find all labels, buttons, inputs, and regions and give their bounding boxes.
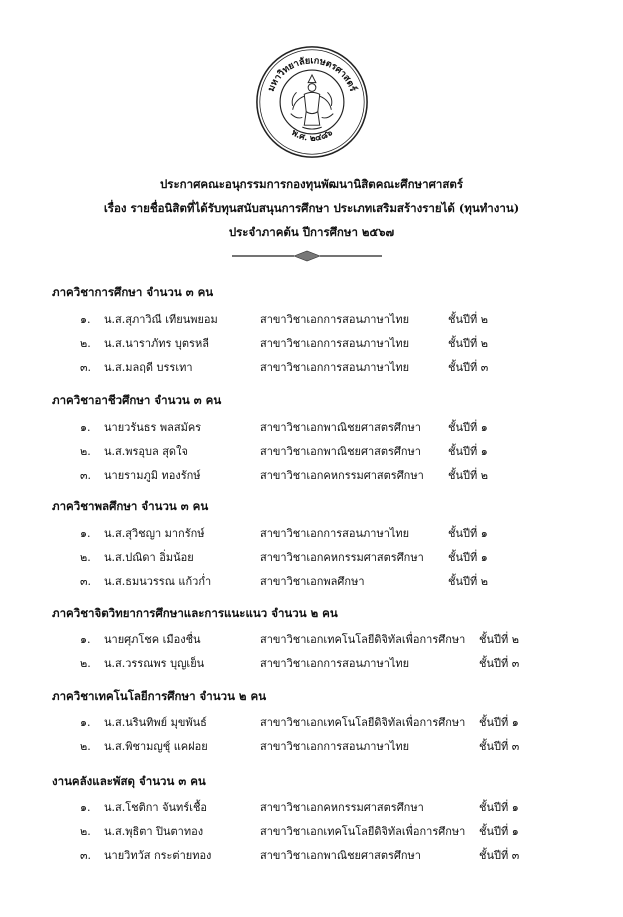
item-number: ๑. (80, 313, 91, 326)
student-name: นายศุภโชค เมืองชื่น (104, 633, 201, 646)
list-item (0, 310, 623, 330)
kasetsart-seal-emblem (254, 44, 370, 160)
list-item (0, 713, 623, 733)
student-year: ชั้นปีที่ ๓ (448, 361, 489, 374)
section-title: ภาควิชาอาชีวศึกษา จำนวน ๓ คน (52, 393, 222, 407)
section-title: ภาควิชาพลศึกษา จำนวน ๓ คน (52, 499, 209, 513)
item-number: ๒. (80, 825, 91, 838)
student-year: ชั้นปีที่ ๑ (479, 801, 519, 814)
student-major: สาขาวิชาเอกการสอนภาษาไทย (260, 657, 410, 670)
list-item (0, 798, 623, 818)
item-number: ๒. (80, 657, 91, 670)
seal-year-text: พ.ศ. ๒๔๘๖ (289, 127, 335, 144)
student-name: น.ส.มลฤดี บรรเทา (104, 361, 193, 374)
item-number: ๑. (80, 421, 91, 434)
section-title: ภาควิชาเทคโนโลยีการศึกษา จำนวน ๒ คน (52, 689, 267, 703)
student-major: สาขาวิชาเอกพาณิชยศาสตรศึกษา (260, 849, 421, 862)
item-number: ๒. (80, 740, 91, 753)
item-number: ๓. (80, 575, 92, 588)
student-name: น.ส.ธมนวรรณ แก้วก่ำ (104, 575, 212, 588)
student-year: ชั้นปีที่ ๒ (448, 575, 488, 588)
student-major: สาขาวิชาเอกพาณิชยศาสตรศึกษา (260, 445, 421, 458)
seal-arc-text: มหาวิทยาลัยเกษตรศาสตร์ (265, 55, 359, 94)
item-number: ๓. (80, 361, 92, 374)
student-year: ชั้นปีที่ ๒ (479, 633, 519, 646)
item-number: ๓. (80, 849, 92, 862)
item-number: ๑. (80, 801, 91, 814)
item-number: ๑. (80, 716, 91, 729)
student-major: สาขาวิชาเอกพาณิชยศาสตรศึกษา (260, 421, 421, 434)
announcement-title: ประกาศคณะอนุกรรมการกองทุนพัฒนานิสิตคณะศึกษาศาสตร์ (160, 177, 463, 191)
student-major: สาขาวิชาเอกคหกรรมศาสตรศึกษา (260, 469, 424, 482)
student-name: น.ส.วรรณพร บุญเย็น (104, 657, 205, 670)
student-major: สาขาวิชาเอกการสอนภาษาไทย (260, 740, 410, 753)
student-year: ชั้นปีที่ ๒ (448, 337, 488, 350)
section-title: ภาควิชาการศึกษา จำนวน ๓ คน (52, 285, 214, 299)
student-year: ชั้นปีที่ ๓ (479, 657, 520, 670)
student-name: น.ส.โชติกา จันทร์เชื้อ (104, 801, 208, 814)
student-year: ชั้นปีที่ ๓ (479, 740, 520, 753)
list-item (0, 442, 623, 462)
student-major: สาขาวิชาเอกเทคโนโลยีดิจิทัลเพื่อการศึกษา (260, 633, 466, 646)
student-major: สาขาวิชาเอกคหกรรมศาสตรศึกษา (260, 551, 424, 564)
student-name: น.ส.พรอุบล สุดใจ (104, 445, 188, 458)
student-major: สาขาวิชาเอกเทคโนโลยีดิจิทัลเพื่อการศึกษา (260, 825, 466, 838)
list-item (0, 524, 623, 544)
item-number: ๒. (80, 551, 91, 564)
list-item (0, 630, 623, 650)
item-number: ๓. (80, 469, 92, 482)
list-item (0, 846, 623, 866)
student-name: น.ส.สุวิชญา มากรักษ์ (104, 527, 205, 540)
list-item (0, 822, 623, 842)
student-year: ชั้นปีที่ ๒ (448, 469, 488, 482)
section-title: งานคลังและพัสดุ จำนวน ๓ คน (52, 774, 206, 788)
student-year: ชั้นปีที่ ๑ (448, 551, 488, 564)
announcement-term: ประจำภาคต้น ปีการศึกษา ๒๕๖๗ (228, 225, 395, 239)
student-year: ชั้นปีที่ ๑ (448, 421, 488, 434)
list-item (0, 334, 623, 354)
student-name: นายวรันธร พลสมัคร (104, 421, 202, 434)
student-year: ชั้นปีที่ ๒ (448, 313, 488, 326)
student-year: ชั้นปีที่ ๑ (448, 527, 488, 540)
student-name: น.ส.พุธิตา ปินตาทอง (104, 825, 204, 838)
svg-text:พ.ศ. ๒๔๘๖ (289, 128, 335, 144)
student-major: สาขาวิชาเอกการสอนภาษาไทย (260, 527, 410, 540)
student-name: นายรามภูมิ ทองรักษ์ (104, 469, 201, 482)
list-item (0, 418, 623, 438)
student-major: สาขาวิชาเอกพลศึกษา (260, 575, 365, 588)
student-year: ชั้นปีที่ ๑ (479, 825, 519, 838)
student-year: ชั้นปีที่ ๓ (479, 849, 520, 862)
student-major: สาขาวิชาเอกการสอนภาษาไทย (260, 361, 410, 374)
list-item (0, 466, 623, 486)
student-major: สาขาวิชาเอกคหกรรมศาสตรศึกษา (260, 801, 424, 814)
student-major: สาขาวิชาเอกการสอนภาษาไทย (260, 337, 410, 350)
item-number: ๑. (80, 633, 91, 646)
section-title: ภาควิชาจิตวิทยาการศึกษาและการแนะแนว จำนวน ๒ คน (52, 606, 338, 620)
item-number: ๑. (80, 527, 91, 540)
item-number: ๒. (80, 337, 91, 350)
student-year: ชั้นปีที่ ๑ (448, 445, 488, 458)
student-name: นายวิทวัส กระต่ายทอง (104, 849, 212, 862)
list-item (0, 358, 623, 378)
student-major: สาขาวิชาเอกเทคโนโลยีดิจิทัลเพื่อการศึกษา (260, 716, 466, 729)
list-item (0, 572, 623, 592)
list-item (0, 548, 623, 568)
student-name: น.ส.นาราภัทร บุตรหลี (104, 337, 209, 350)
list-item (0, 654, 623, 674)
student-year: ชั้นปีที่ ๑ (479, 716, 519, 729)
student-name: น.ส.นรินทิพย์ มุขพันธ์ (104, 716, 207, 729)
item-number: ๒. (80, 445, 91, 458)
decorative-divider (232, 250, 382, 262)
list-item (0, 737, 623, 757)
student-name: น.ส.ปณิดา อิ่มน้อย (104, 551, 194, 564)
student-major: สาขาวิชาเอกการสอนภาษาไทย (260, 313, 410, 326)
student-name: น.ส.พิชามญชุ์ แคฝอย (104, 740, 208, 753)
announcement-subject: เรื่อง รายชื่อนิสิตที่ได้รับทุนสนับสนุนการศึกษา ประเภทเสริมสร้างรายได้ (ทุนทำงาน) (103, 201, 520, 215)
student-name: น.ส.สุภาวิณี เทียนพยอม (104, 313, 218, 326)
